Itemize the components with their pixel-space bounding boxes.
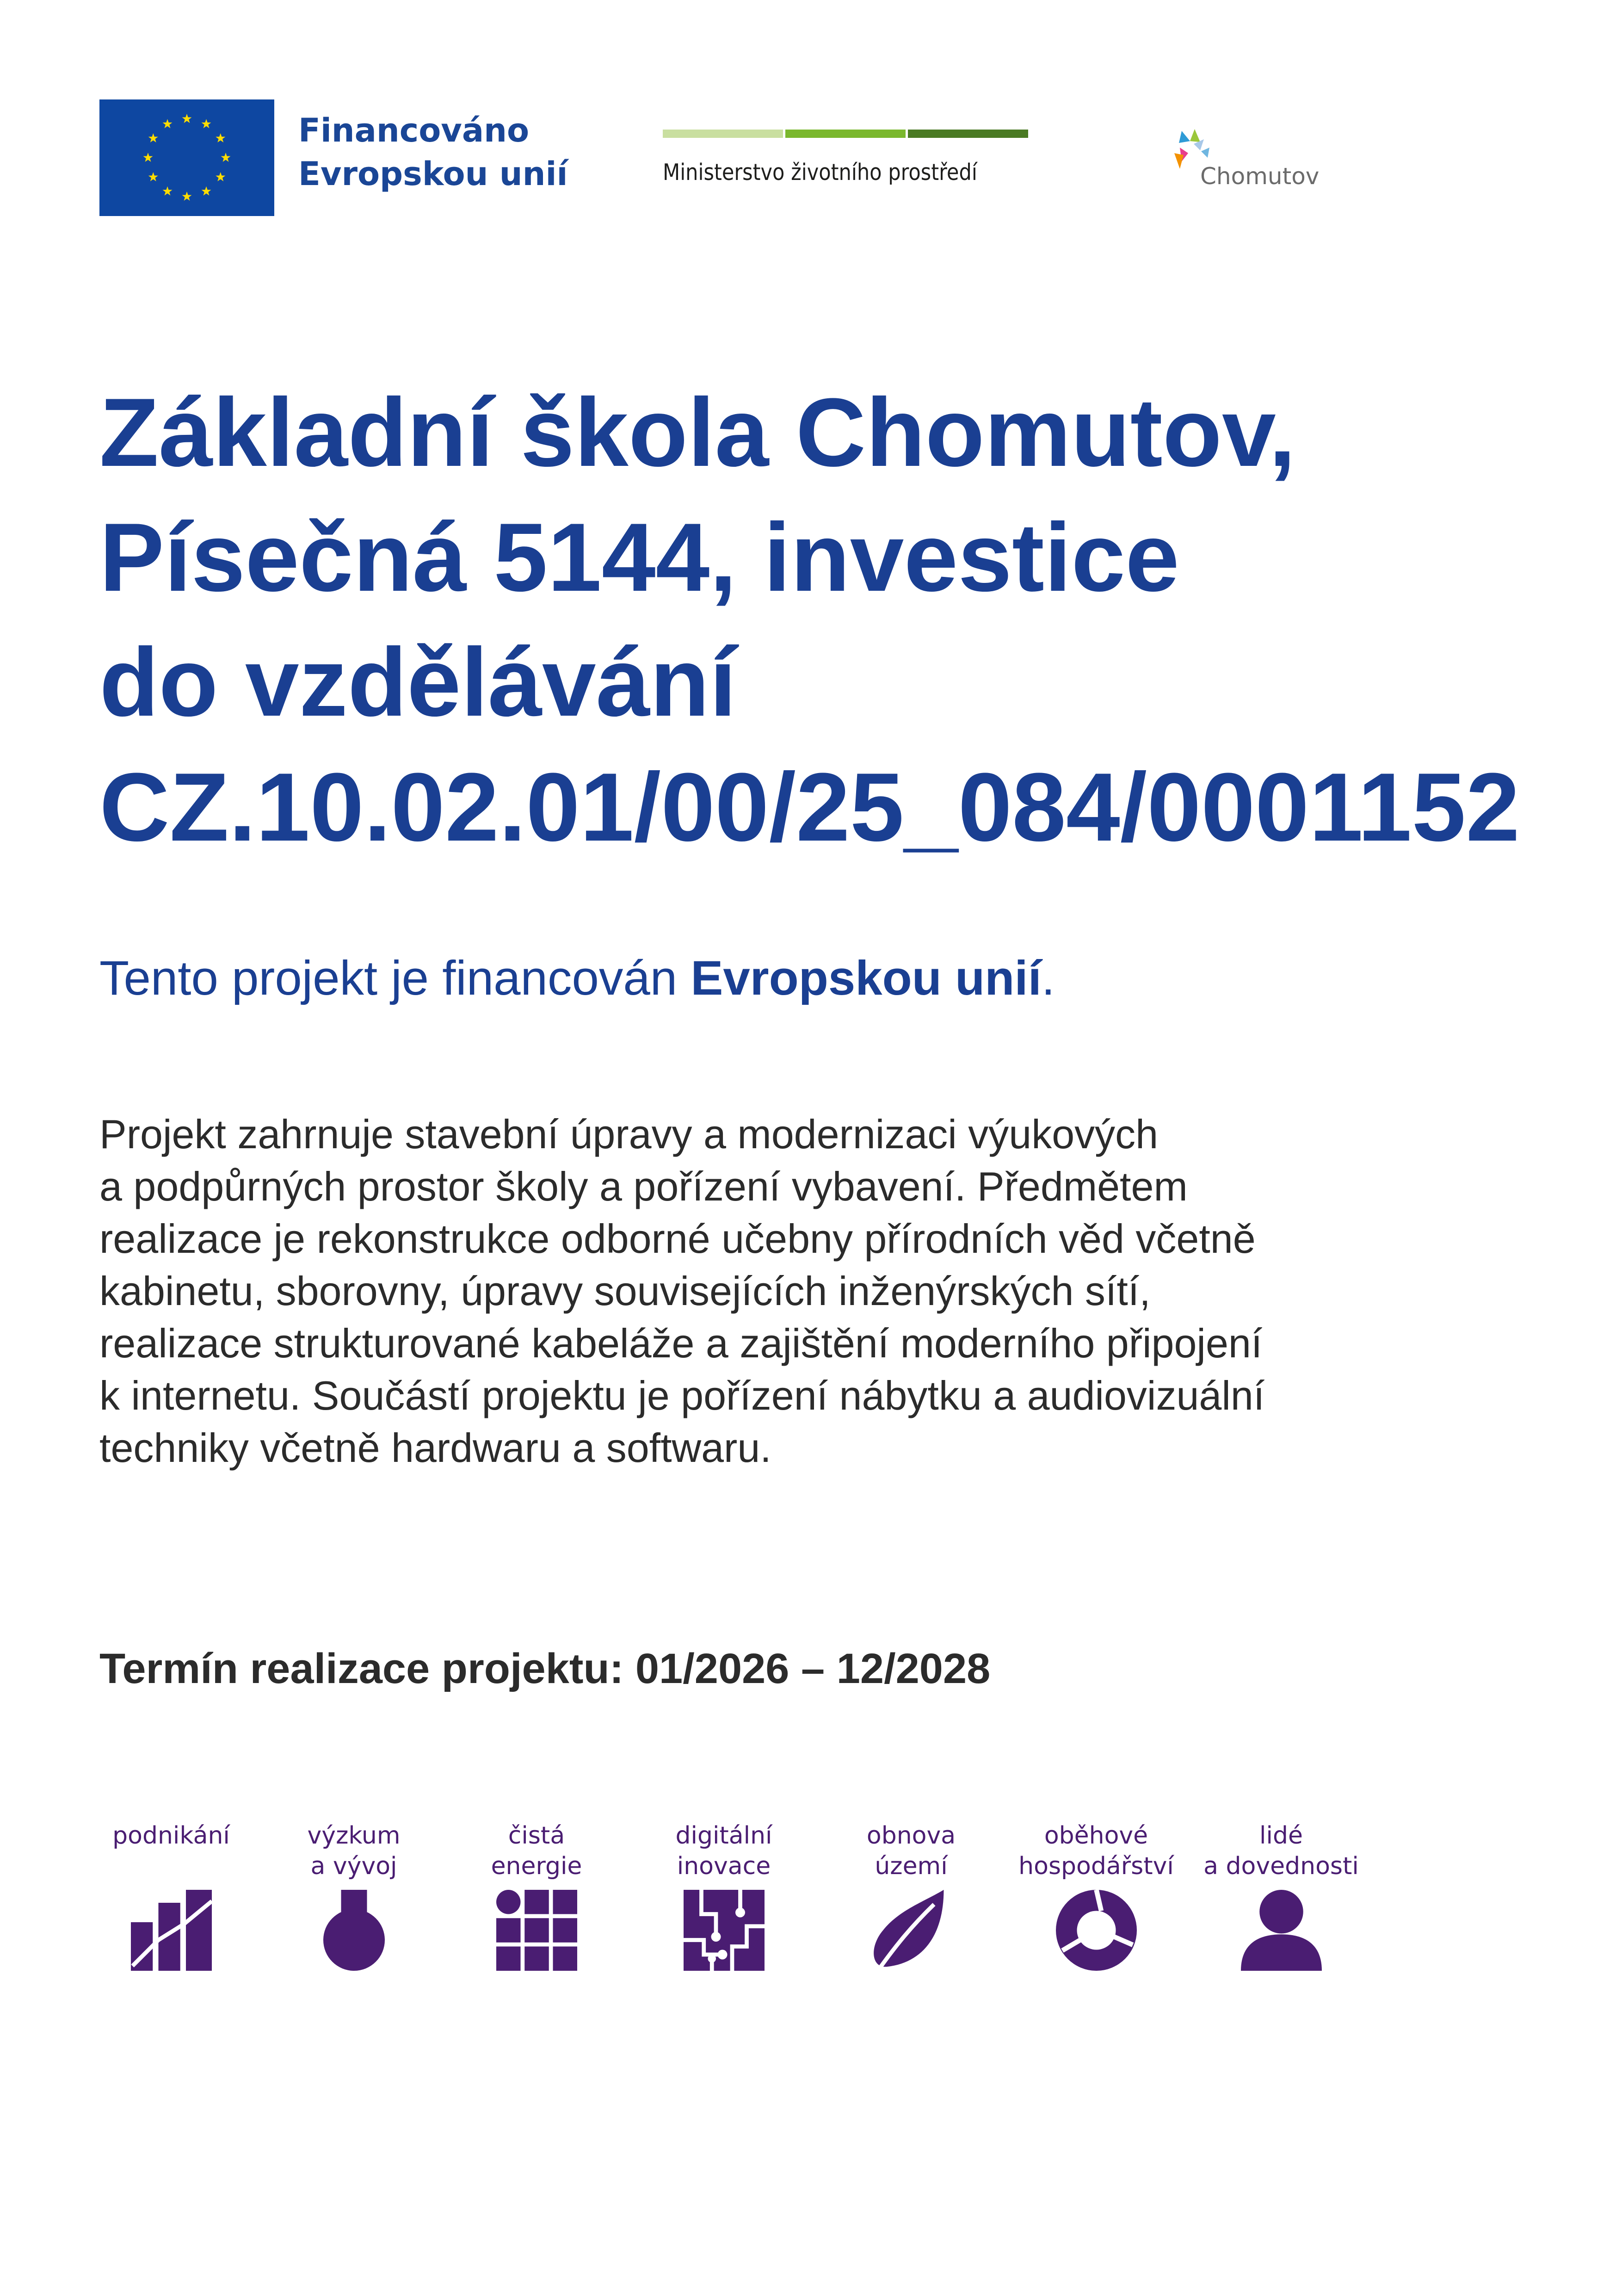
description-line: a podpůrných prostor školy a pořízení vybavení. Předmětem xyxy=(99,1163,1188,1209)
category-research xyxy=(261,1820,446,1885)
description-line: kabinetu, sborovny, úpravy souvisejících inženýrských sítí, xyxy=(99,1268,1151,1314)
funding-statement xyxy=(99,946,1055,1011)
funding-suffix: . xyxy=(1041,951,1055,1005)
eu-flag-icon xyxy=(99,99,274,216)
funding-prefix: Tento projekt je financován xyxy=(99,951,691,1005)
project-term: Termín realizace projektu: 01/2026 – 12/2028 xyxy=(99,1645,991,1692)
title-line-2: Písečná 5144, investice xyxy=(99,503,1179,612)
ministry-logo xyxy=(663,130,1028,186)
category-label: podnikání xyxy=(112,1822,230,1850)
category-digital-innovation xyxy=(631,1820,816,1885)
project-title xyxy=(99,370,1616,870)
category-territory-renewal xyxy=(819,1820,1004,1885)
category-clean-energy xyxy=(444,1820,629,1885)
category-circular-economy xyxy=(1004,1820,1189,1885)
circuit-icon xyxy=(684,1890,765,1971)
category-label-2: hospodářství xyxy=(1018,1852,1174,1880)
category-label: čistá xyxy=(508,1822,565,1850)
category-people-skills xyxy=(1189,1820,1374,1885)
category-label-2: území xyxy=(875,1852,948,1880)
eu-logo-line2: Evropskou unií xyxy=(298,155,568,193)
category-label: oběhové xyxy=(1044,1822,1148,1850)
funding-bold: Evropskou unií xyxy=(691,951,1042,1005)
category-label-2: a dovednosti xyxy=(1203,1852,1359,1880)
description-line: k internetu. Součástí projektu je pořízení nábytku a audiovizuální xyxy=(99,1373,1265,1418)
city-name: Chomutov xyxy=(1200,163,1320,190)
description-line: techniky včetně hardwaru a softwaru. xyxy=(99,1425,771,1471)
recycle-cycle-icon xyxy=(1056,1890,1137,1971)
person-icon xyxy=(1241,1890,1322,1971)
project-registration-number: CZ.10.02.01/00/25_084/0001152 xyxy=(99,753,1520,861)
category-label: výzkum xyxy=(307,1822,401,1850)
category-label: digitální xyxy=(675,1822,772,1850)
title-line-3: do vzdělávání xyxy=(99,628,737,736)
description-line: Projekt zahrnuje stavební úpravy a modernizaci výukových xyxy=(99,1111,1159,1157)
category-label: lidé xyxy=(1259,1822,1303,1850)
description-line: realizace strukturované kabeláže a zajištění moderního připojení xyxy=(99,1320,1263,1366)
description-line: realizace je rekonstrukce odborné učebny přírodních věd včetně xyxy=(99,1216,1256,1262)
category-label-2: a vývoj xyxy=(310,1852,397,1880)
ministry-bar-2 xyxy=(785,130,906,138)
ministry-bar-1 xyxy=(663,130,783,138)
flask-icon xyxy=(314,1890,395,1971)
ministry-name: Ministerstvo životního prostředí xyxy=(663,159,977,186)
bar-chart-icon xyxy=(131,1890,212,1971)
category-business xyxy=(79,1820,264,1885)
leaf-icon xyxy=(871,1890,952,1971)
ministry-bar-3 xyxy=(908,130,1028,138)
eu-funding-logo-text xyxy=(298,109,622,196)
category-label: obnova xyxy=(866,1822,956,1850)
category-label-2: energie xyxy=(491,1852,582,1880)
eu-logo-line1: Financováno xyxy=(298,111,530,149)
title-line-1: Základní škola Chomutov, xyxy=(99,378,1296,487)
category-label-2: inovace xyxy=(677,1852,771,1880)
project-description xyxy=(99,1108,1487,1474)
solar-panel-icon xyxy=(496,1890,577,1971)
